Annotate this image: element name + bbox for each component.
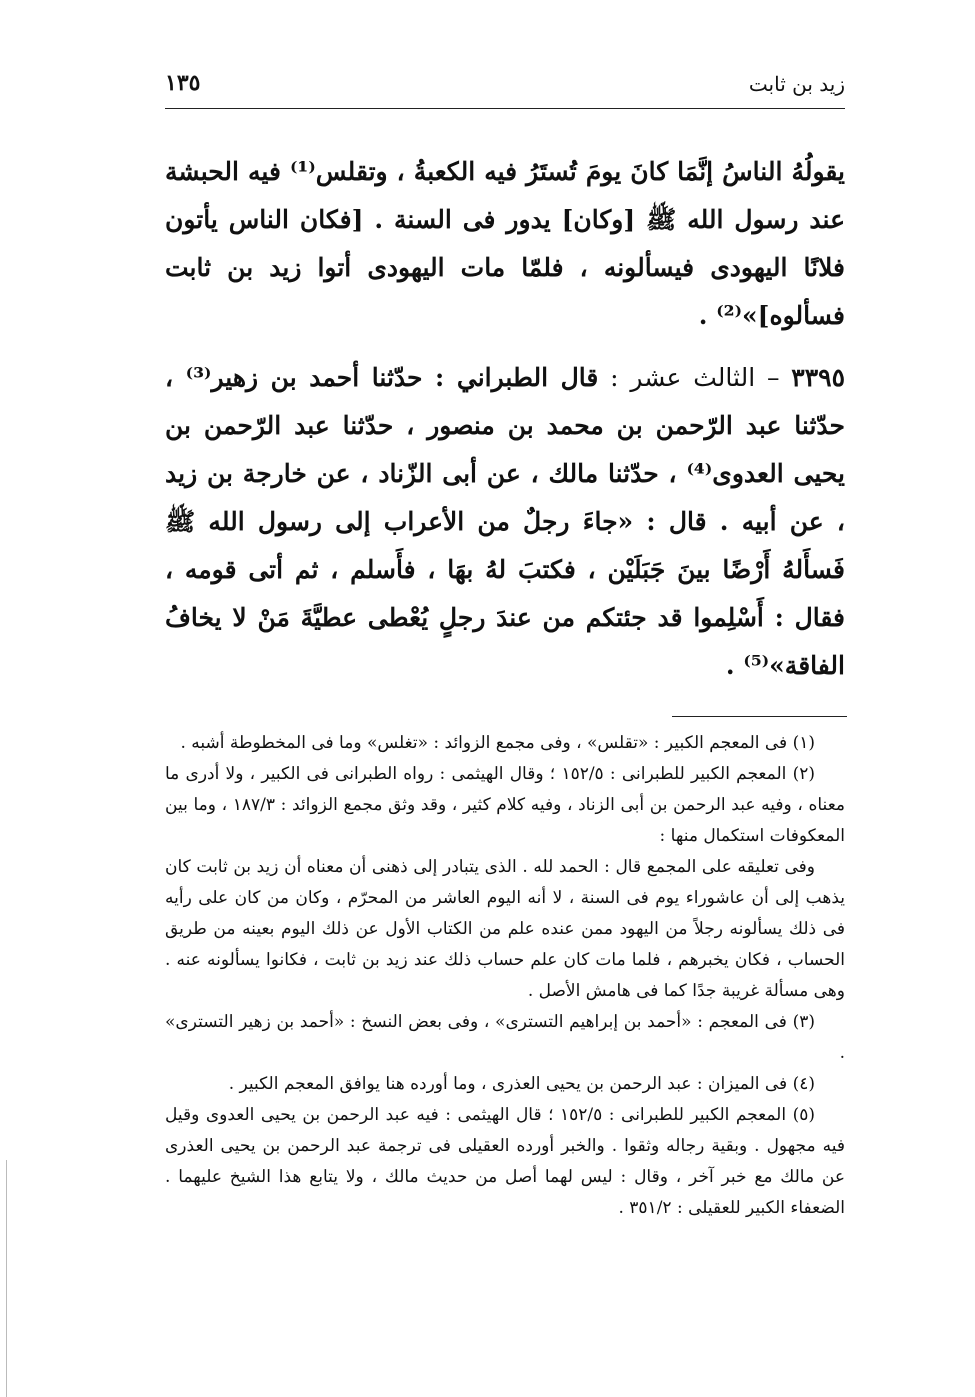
footnote-3: (٣) فى المعجم : «أحمد بن إبراهيم التسترى» ، وفى بعض النسخ : «أحمد بن زهير التسترى» . (165, 1012, 845, 1063)
page-number: ١٣٥ (165, 70, 201, 96)
main-paragraph-2 (165, 354, 845, 690)
hadith-number: ٣٣٩٥ (791, 363, 845, 392)
running-header (165, 68, 845, 108)
footnotes (165, 728, 845, 1224)
main-text-body (165, 148, 845, 690)
running-header-title: زيد بن ثابت (748, 72, 845, 96)
footnote-5: (٥) المعجم الكبير للطبرانى : ١٥٢/٥ ؛ قال الهيثمى : فيه عبد الرحمن بن يحيى العدوى وقيل فيه مجهول . وبقية رجاله وثقوا . والخبر أورده العقيلى فى ترجمة عبد الرحمن بن يحيى العذرى عن مالك مع خبر آخر ، وقال : ليس لهما أصل من حديث مالك ، ولا يتابع هذا الشيخ عليهما . الضعفاء الكبير للعقيلى : ٣٥١/٢ . (165, 1105, 845, 1218)
header-divider (165, 108, 845, 109)
footnote-4: (٤) فى الميزان : عبد الرحمن بن يحيى العذرى ، وما أورده هنا يوافق المعجم الكبير . (228, 1074, 815, 1094)
footnote-2-comment: وفى تعليقه على المجمع قال : الحمد لله . الذى يتبادر إلى ذهنى أن معناه أن زيد بن ثابت كان يذهب إلى أن عاشوراء يوم فى السنة ، لا أنه اليوم العاشر من المحرّم ، وكان من كان على رأيه فى ذلك يسألونه رجلاً من اليهود ممن عنده علم من الكتاب الأول عن ذلك اليوم بعينه من طريق الحساب ، فكان يخبرهم ، فلما مات كان علم حساب ذلك عند زيد بن ثابت ، فكانوا يسألونه عنه . وهى مسألة غريبة جدًا كما فى هامش الأصل . (165, 857, 845, 1001)
footnote-1: (١) فى المعجم الكبير : «تقلس» ، وفى مجمع الزوائد : «تغلس» وما فى المخطوطة أشبه . (180, 733, 815, 753)
hadith-ordinal: – الثالث عشر : (598, 363, 792, 392)
main-paragraph-1: يقولُهُ الناسُ إنَّمَا كانَ يومَ تُستَرُ فيه الكعبةُ ، وتقلس⁽¹⁾ فيه الحبشة عند رسول الله ﷺ [وكان] يدور فى السنة . [فكان الناس يأتون فلانًا اليهودى فيسألونه ، فلمّا مات اليهودى أتوا زيد بن ثابت فسألوه]»⁽²⁾ . (165, 157, 845, 330)
footnote-2: (٢) المعجم الكبير للطبرانى : ١٥٢/٥ ؛ وقال الهيثمى : رواه الطبرانى فى الكبير ، ولا أدرى ما معناه ، وفيه عبد الرحمن بن أبى الزناد ، وفيه كلام كثير ، وقد وثق مجمع الزوائد : ١٨٧/٣ ، وما بين المعكوفات استكمال منها : (165, 764, 845, 846)
hadith-text: قال الطبراني : حدّثنا أحمد بن زهير⁽³⁾ ، حدّثنا عبد الرّحمن بن محمد بن منصور ، حدّثنا عبد الرّحمن بن يحيى العدوى⁽⁴⁾ ، حدّثنا مالك ، عن أبى الزّناد ، عن خارجة بن زيد ، عن أبيه . قال : «جاءَ رجلٌ من الأعراب إلى رسول الله ﷺ فَسأَلهُ أَرْضًا بينَ جَبَلَيْن ، فكتبَ لهُ بهَا ، فأَسلم ، ثم أتى قومه ، فقال : أَسْلِموا قد جئتكم من عندَ رجلٍ يُعْطى عطيَّةَ مَنْ لا يخافُ الفاقة»⁽⁵⁾ . (165, 363, 845, 680)
scan-margin-line (6, 1160, 7, 1397)
footnote-divider (672, 716, 847, 717)
